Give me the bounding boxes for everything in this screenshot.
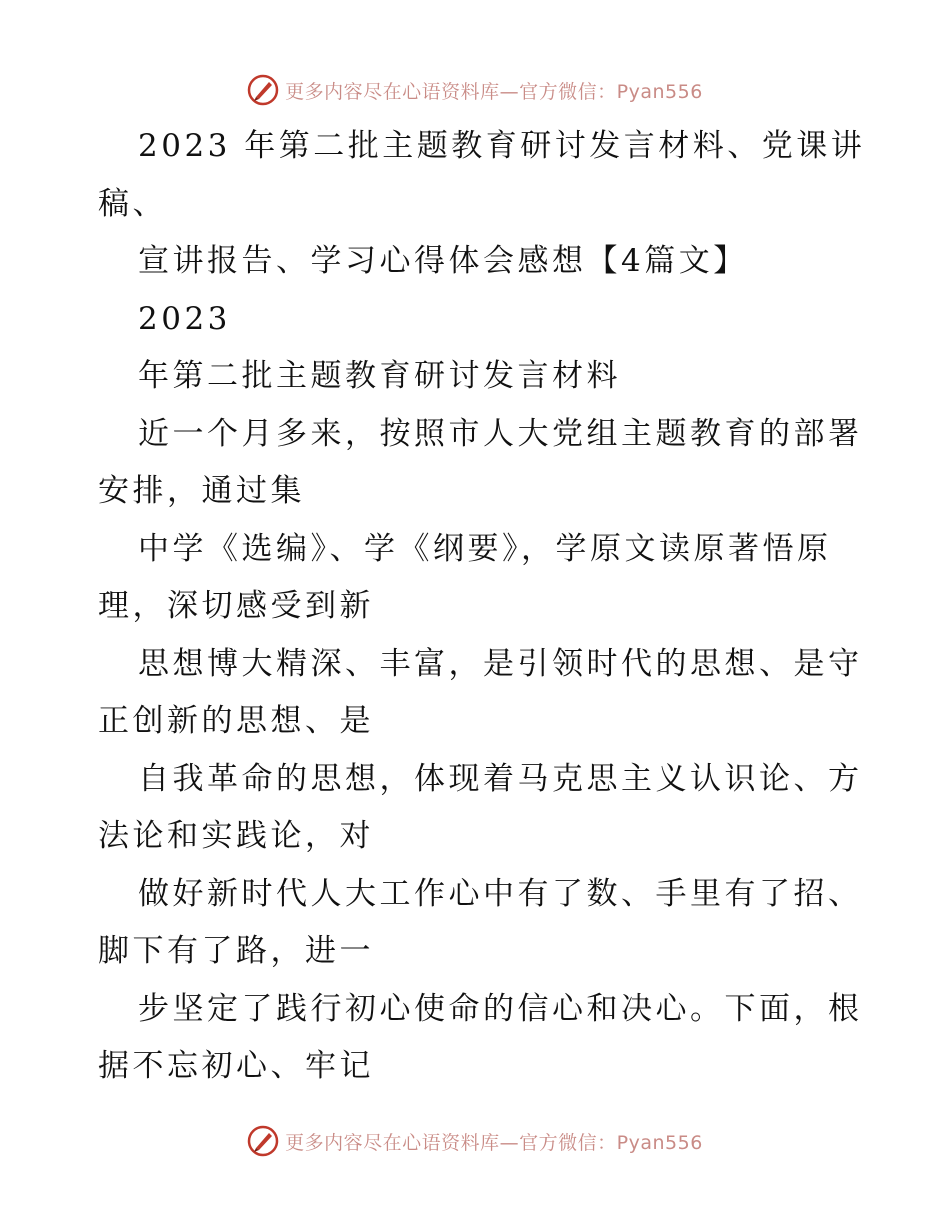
text-line: 做好新时代人大工作心中有了数、手里有了招、 (138, 875, 863, 912)
quill-pen-logo-icon (247, 74, 279, 106)
watermark-text: 更多内容尽在心语资料库—官方微信：Pyan556 (285, 80, 703, 103)
document-body (98, 118, 866, 1096)
text-line: 宣讲报告、学习心得体会感想【4篇文】 (138, 243, 748, 279)
text-line: 中学《选编》、学《纲要》，学原文读原著悟原 (138, 530, 832, 567)
text-line: 稿、 (98, 185, 167, 222)
text-line: 法论和实践论，对 (98, 818, 374, 854)
text-line: 自我革命的思想，体现着马克思主义认识论、方 (138, 760, 863, 797)
quill-pen-logo-icon (247, 1125, 279, 1157)
text-line: 理，深切感受到新 (98, 588, 374, 624)
text-line: 年第二批主题教育研讨发言材料 (138, 358, 621, 394)
text-line: 步坚定了践行初心使命的信心和决心。下面，根 (138, 990, 863, 1027)
text-line: 2023 (138, 300, 231, 337)
text-line: 安排，通过集 (98, 473, 305, 509)
watermark-text: 更多内容尽在心语资料库—官方微信：Pyan556 (285, 1131, 703, 1154)
text-line: 近一个月多来，按照市人大党组主题教育的部署 (138, 415, 863, 452)
footer-watermark (0, 1121, 950, 1161)
text-line: 据不忘初心、牢记 (98, 1048, 374, 1084)
text-line: 2023 年第二批主题教育研讨发言材料、党课讲 (138, 128, 866, 164)
text-line: 思想博大精深、丰富，是引领时代的思想、是守 (138, 645, 863, 682)
header-watermark (0, 70, 950, 110)
text-line: 脚下有了路，进一 (98, 933, 374, 969)
text-line: 正创新的思想、是 (98, 703, 374, 739)
